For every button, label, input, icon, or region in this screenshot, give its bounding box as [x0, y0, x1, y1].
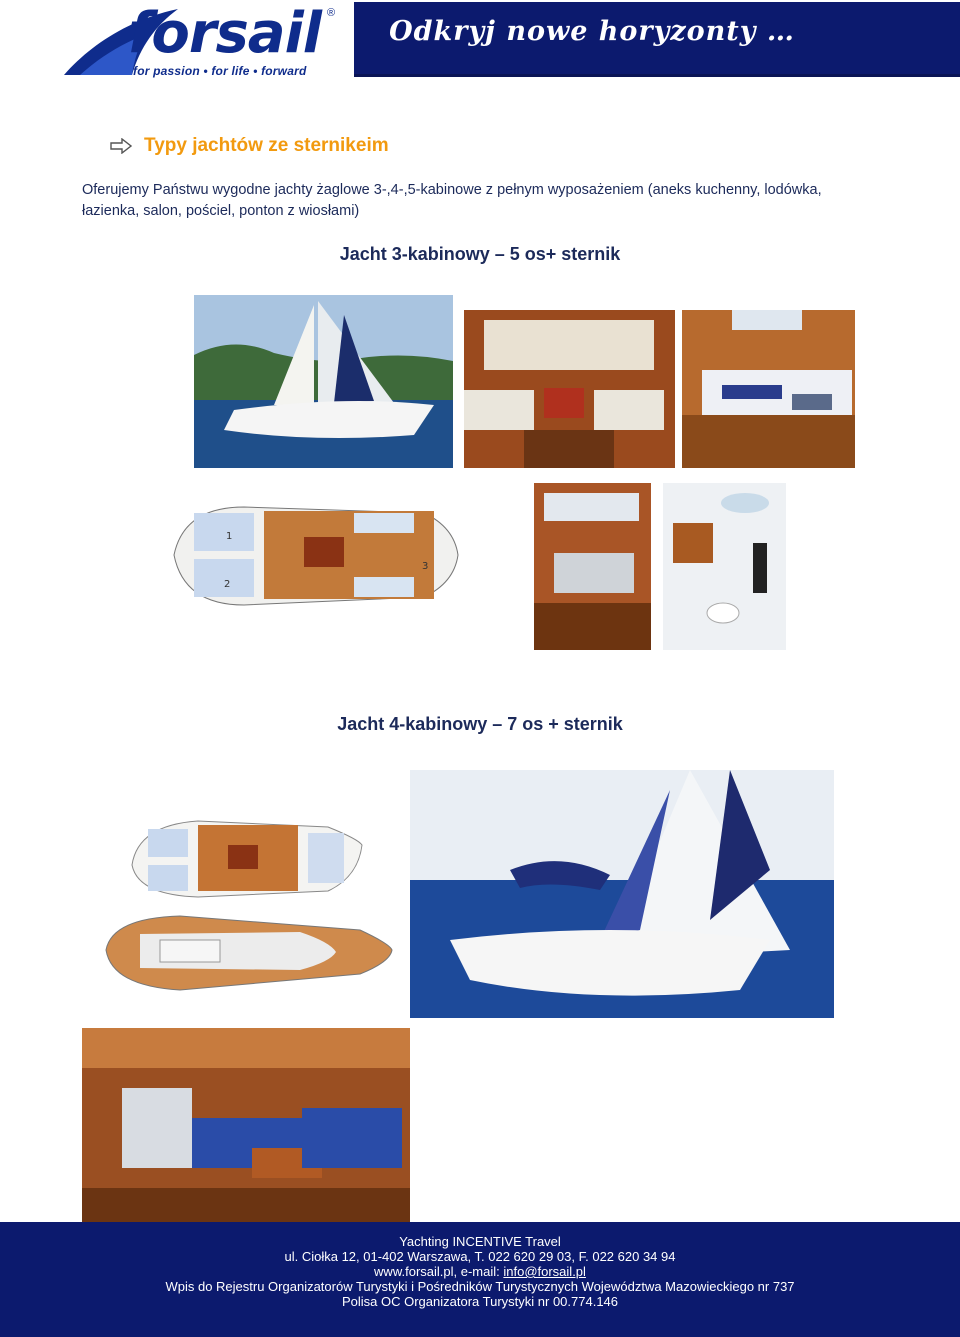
header-slogan: Odkryj nowe horyzonty …	[389, 16, 795, 47]
footer-insurance: Polisa OC Organizatora Turystyki nr 00.774.146	[341, 1294, 619, 1309]
yacht-bathroom-photo	[663, 483, 786, 650]
section-heading	[110, 135, 389, 157]
yacht-sailing-photo	[194, 295, 453, 468]
yacht-4-cabin-heading: Jacht 4-kabinowy – 7 os + sternik	[337, 714, 623, 734]
section-title: Typy jachtów ze sternikeim	[144, 135, 389, 156]
svg-text:3: 3	[422, 561, 429, 572]
footer-email-prefix: , e-mail:	[453, 1264, 504, 1279]
yacht-galley-photo	[534, 483, 651, 650]
yacht-4-sailing-photo	[410, 770, 834, 1018]
intro-paragraph: Oferujemy Państwu wygodne jachty żaglowe 3-,4-,5-kabinowe z pełnym wyposażeniem (aneks kuchenny, lodówka, łazienka, salon, pościel, ponton z wiosłami)	[82, 182, 822, 219]
footer-address: ul. Ciołka 12, 01-402 Warszawa, T. 022 620 29 03, F. 022 620 34 94	[284, 1249, 676, 1264]
yacht-3-cabin-heading: Jacht 3-kabinowy – 5 os+ sternik	[339, 244, 621, 264]
yacht-saloon-photo	[464, 310, 675, 468]
footer-web-link[interactable]: www.forsail.pl	[374, 1264, 454, 1279]
arrow-right-icon	[110, 138, 132, 154]
footer-registry: Wpis do Rejestru Organizatorów Turystyki i Pośredników Turystycznych Województwa Mazowieckiego nr 737	[165, 1279, 795, 1294]
header-banner	[354, 2, 960, 77]
yacht-3-layout-plan	[164, 497, 460, 614]
logo-registered-mark: ®	[327, 7, 336, 19]
svg-text:1: 1	[226, 531, 233, 542]
yacht-4-deck-plan	[100, 910, 396, 996]
footer-company: Yachting INCENTIVE Travel	[399, 1234, 561, 1249]
svg-text:2: 2	[224, 579, 231, 590]
yacht-cabin-photo	[682, 310, 855, 468]
logo-wordmark: forsail	[128, 1, 321, 66]
footer-email-link[interactable]: info@forsail.pl	[503, 1264, 586, 1279]
yacht-4-saloon-photo	[82, 1028, 410, 1252]
footer	[0, 1222, 960, 1337]
footer-contact	[0, 1264, 960, 1279]
yacht-4-layout-plan	[128, 815, 364, 901]
logo-tagline: for passion • for life • forward	[133, 64, 307, 78]
